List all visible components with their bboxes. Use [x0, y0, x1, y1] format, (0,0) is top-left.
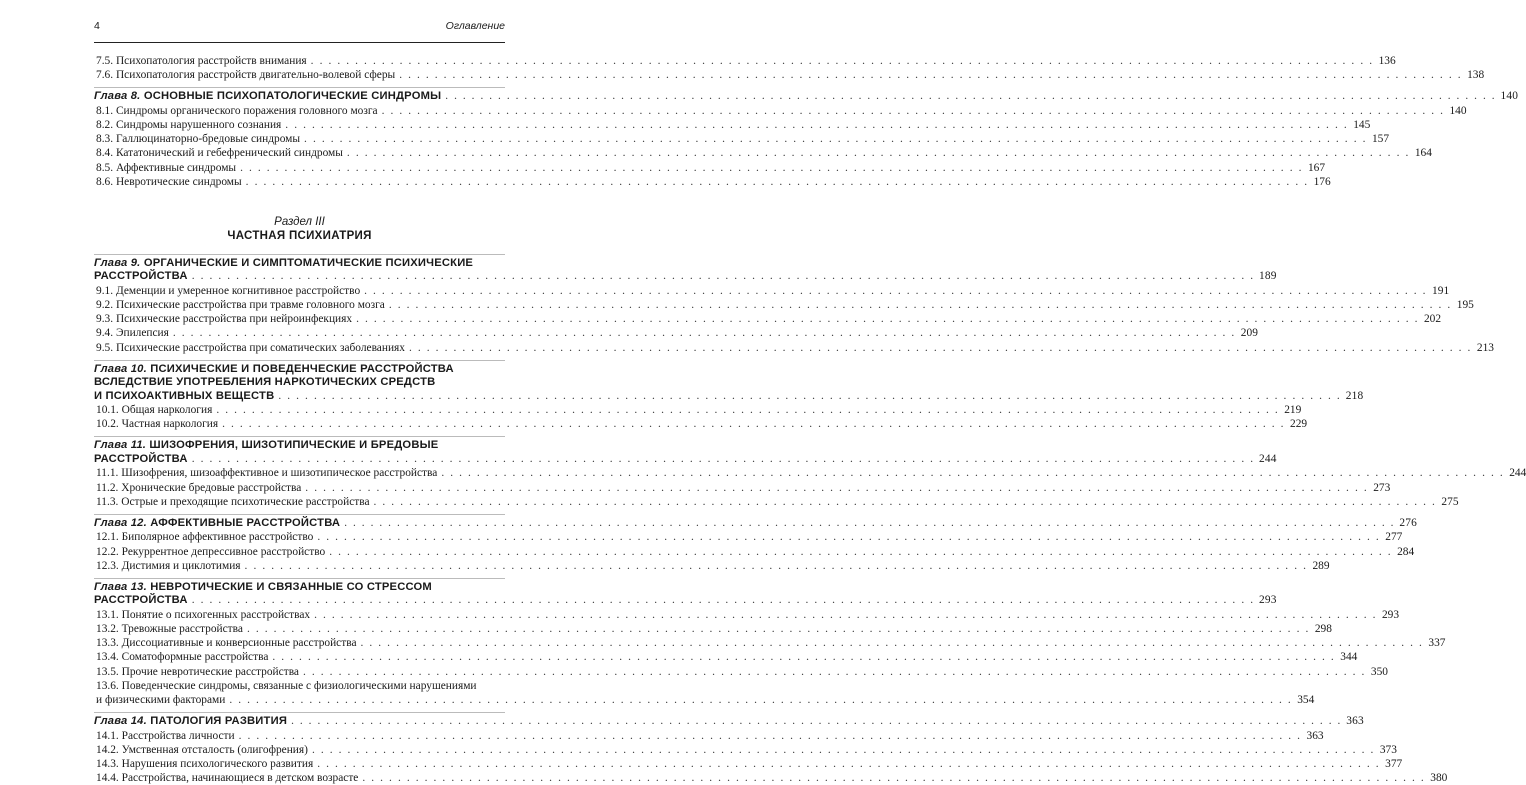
- entry-title: Кататонический и гебефренический синдромы: [115, 147, 343, 160]
- entry-number: 8.2.: [96, 119, 114, 132]
- chapter-14-heading[interactable]: [94, 715, 1364, 728]
- entry-page: 363: [1306, 729, 1324, 742]
- entry-page: 354: [1297, 693, 1315, 706]
- chapter-title: АФФЕКТИВНЫЕ РАССТРОЙСТВА: [150, 516, 341, 529]
- toc-entry[interactable]: [94, 636, 1446, 650]
- leader-dots: . . . . . . . . . . . . . . . . . . . . . . . . . . . . . . . . . . . . . . . . . . . . . . . . . . . . . . . . . . . . . . . . . . . . . . . . . . . . . . . . . . . . . . . . . . . . . . . . . . . . . . . . . . . . . . . . . . . . . . . .: [373, 495, 1437, 508]
- entry-number: 10.1.: [96, 404, 119, 417]
- chapter-page: 276: [1399, 516, 1418, 529]
- chapter-title-line: РАССТРОЙСТВА: [94, 452, 188, 465]
- leader-dots: . . . . . . . . . . . . . . . . . . . . . . . . . . . . . . . . . . . . . . . . . . . . . . . . . . . . . . . . . . . . . . . . . . . . . . . . . . . . . . . . . . . . . . . . . . . . . . . . . . . . . . . . . . . . . . . . . . . . . . . .: [291, 715, 1342, 728]
- chapter-title-line: РАССТРОЙСТВА: [94, 594, 188, 607]
- leader-dots: . . . . . . . . . . . . . . . . . . . . . . . . . . . . . . . . . . . . . . . . . . . . . . . . . . . . . . . . . . . . . . . . . . . . . . . . . . . . . . . . . . . . . . . . . . . . . . . . . . . . . . . . . . . . . . . . . . . . . . . .: [191, 594, 1255, 607]
- toc-entry[interactable]: [94, 417, 1308, 431]
- toc-entry[interactable]: [94, 132, 1390, 146]
- entry-number: 11.2.: [96, 481, 119, 494]
- entry-title-line: и физическими факторами: [96, 693, 226, 706]
- divider: [94, 514, 505, 515]
- entry-title-line: Поведенческие синдромы, связанные с физиологическими нарушениями: [121, 679, 477, 692]
- toc-entry[interactable]: [94, 161, 1326, 175]
- leader-dots: . . . . . . . . . . . . . . . . . . . . . . . . . . . . . . . . . . . . . . . . . . . . . . . . . . . . . . . . . . . . . . . . . . . . . . . . . . . . . . . . . . . . . . . . . . . . . . . . . . . . . . . . . . . . . . . . . . . . . . . .: [278, 389, 1342, 402]
- toc-entry[interactable]: [94, 530, 1403, 544]
- chapter-title-line: РАССТРОЙСТВА: [94, 270, 188, 283]
- chapter-label: Глава 13.: [94, 580, 147, 593]
- entry-number: 9.1.: [96, 284, 114, 297]
- leader-dots: . . . . . . . . . . . . . . . . . . . . . . . . . . . . . . . . . . . . . . . . . . . . . . . . . . . . . . . . . . . . . . . . . . . . . . . . . . . . . . . . . . . . . . . . . . . . . . . . . . . . . . . . . . . . . . . . . . . . . . . .: [222, 418, 1286, 431]
- leader-dots: . . . . . . . . . . . . . . . . . . . . . . . . . . . . . . . . . . . . . . . . . . . . . . . . . . . . . . . . . . . . . . . . . . . . . . . . . . . . . . . . . . . . . . . . . . . . . . . . . . . . . . . . . . . . . . . . . . . . . . . .: [346, 147, 1410, 160]
- chapter-label: Глава 11.: [94, 439, 147, 452]
- entry-page: 373: [1379, 743, 1397, 756]
- entry-title: Синдромы органического поражения головного мозга: [115, 104, 378, 117]
- entry-number: 11.1.: [96, 467, 119, 480]
- toc-entry-7-6[interactable]: [94, 68, 1485, 82]
- leader-dots: . . . . . . . . . . . . . . . . . . . . . . . . . . . . . . . . . . . . . . . . . . . . . . . . . . . . . . . . . . . . . . . . . . . . . . . . . . . . . . . . . . . . . . . . . . . . . . . . . . . . . . . . . . . . . . . . . . . . . . . .: [310, 55, 1374, 67]
- chapter-page: 218: [1345, 389, 1364, 402]
- entry-title: Хронические бредовые расстройства: [121, 481, 302, 494]
- chapter-label: Глава 10.: [94, 362, 147, 375]
- entry-title: Умственная отсталость (олигофрения): [121, 743, 308, 756]
- entry-number: 8.3.: [96, 133, 114, 146]
- leader-dots: . . . . . . . . . . . . . . . . . . . . . . . . . . . . . . . . . . . . . . . . . . . . . . . . . . . . . . . . . . . . . . . . . . . . . . . . . . . . . . . . . . . . . . . . . . . . . . . . . . . . . . . . . . . . . . . . . . . . . . . .: [362, 772, 1426, 785]
- entry-page: 298: [1314, 622, 1332, 635]
- entry-page: 176: [1313, 175, 1331, 188]
- toc-entry[interactable]: [94, 298, 1474, 312]
- chapter-9-entries: [94, 284, 1494, 355]
- entry-number: 13.3.: [96, 637, 119, 650]
- chapter-12-entries: [94, 530, 1415, 573]
- chapter-13-heading[interactable]: [94, 580, 1277, 608]
- leader-dots: . . . . . . . . . . . . . . . . . . . . . . . . . . . . . . . . . . . . . . . . . . . . . . . . . . . . . . . . . . . . . . . . . . . . . . . . . . . . . . . . . . . . . . . . . . . . . . . . . . . . . . . . . . . . . . . . . . . . . . . .: [240, 161, 1304, 174]
- entry-number: 13.6.: [96, 679, 119, 692]
- leader-dots: . . . . . . . . . . . . . . . . . . . . . . . . . . . . . . . . . . . . . . . . . . . . . . . . . . . . . . . . . . . . . . . . . . . . . . . . . . . . . . . . . . . . . . . . . . . . . . . . . . . . . . . . . . . . . . . . . . . . . . . .: [191, 270, 1255, 283]
- toc-entry[interactable]: [94, 175, 1331, 189]
- entry-number: 13.5.: [96, 665, 119, 678]
- toc-entry[interactable]: [94, 312, 1442, 326]
- section-heading: [94, 215, 505, 244]
- toc-entry[interactable]: [94, 284, 1450, 298]
- entry-title: Соматоформные расстройства: [121, 651, 269, 664]
- toc-entry[interactable]: [94, 743, 1397, 757]
- running-title: Оглавление: [445, 20, 505, 32]
- entry-title: Психические расстройства при соматических заболеваниях: [115, 341, 405, 354]
- toc-entry[interactable]: [94, 326, 1258, 340]
- toc-entry[interactable]: [94, 146, 1432, 160]
- leader-dots: . . . . . . . . . . . . . . . . . . . . . . . . . . . . . . . . . . . . . . . . . . . . . . . . . . . . . . . . . . . . . . . . . . . . . . . . . . . . . . . . . . . . . . . . . . . . . . . . . . . . . . . . . . . . . . . . . . . . . . . .: [399, 69, 1463, 82]
- entry-title: Острые и преходящие психотические расстройства: [121, 495, 370, 508]
- chapter-label: Глава 9.: [94, 257, 141, 270]
- chapter-title-line: ВСЛЕДСТВИЕ УПОТРЕБЛЕНИЯ НАРКОТИЧЕСКИХ СРЕДСТВ: [94, 376, 436, 389]
- entry-number: 9.5.: [96, 341, 114, 354]
- entry-title: Понятие о психогенных расстройствах: [121, 608, 311, 621]
- entry-page: 284: [1397, 545, 1415, 558]
- leader-dots: . . . . . . . . . . . . . . . . . . . . . . . . . . . . . . . . . . . . . . . . . . . . . . . . . . . . . . . . . . . . . . . . . . . . . . . . . . . . . . . . . . . . . . . . . . . . . . . . . . . . . . . . . . . . . . . . . . . . . . . .: [229, 693, 1293, 706]
- toc-entry[interactable]: [94, 341, 1494, 355]
- toc-entry[interactable]: [94, 545, 1415, 559]
- toc-entry[interactable]: [94, 665, 1388, 679]
- leader-dots: . . . . . . . . . . . . . . . . . . . . . . . . . . . . . . . . . . . . . . . . . . . . . . . . . . . . . . . . . . . . . . . . . . . . . . . . . . . . . . . . . . . . . . . . . . . . . . . . . . . . . . . . . . . . . . . . . . . . . . . .: [304, 133, 1368, 146]
- chapter-14-entries: [94, 729, 1448, 785]
- chapter-8-heading[interactable]: [94, 90, 1519, 103]
- chapter-page: 293: [1259, 594, 1277, 607]
- entry-number: 12.3.: [96, 559, 119, 572]
- divider: [94, 436, 505, 437]
- toc-entry[interactable]: [94, 466, 1526, 480]
- entry-title: Тревожные расстройства: [121, 622, 243, 635]
- chapter-page: 244: [1259, 452, 1277, 465]
- chapter-label: Глава 14.: [94, 715, 147, 728]
- leader-dots: . . . . . . . . . . . . . . . . . . . . . . . . . . . . . . . . . . . . . . . . . . . . . . . . . . . . . . . . . . . . . . . . . . . . . . . . . . . . . . . . . . . . . . . . . . . . . . . . . . . . . . . . . . . . . . . . . . . . . . . .: [317, 531, 1381, 544]
- leader-dots: . . . . . . . . . . . . . . . . . . . . . . . . . . . . . . . . . . . . . . . . . . . . . . . . . . . . . . . . . . . . . . . . . . . . . . . . . . . . . . . . . . . . . . . . . . . . . . . . . . . . . . . . . . . . . . . . . . . . . . . .: [441, 467, 1505, 480]
- entry-number: 7.5.: [96, 55, 114, 67]
- entry-title: Деменции и умеренное когнитивное расстройство: [115, 284, 361, 297]
- entry-title: Эпилепсия: [115, 327, 169, 340]
- divider: [94, 254, 505, 255]
- entry-number: 12.2.: [96, 545, 119, 558]
- divider: [94, 87, 505, 88]
- toc-entry-7-5[interactable]: [94, 54, 1396, 68]
- entry-title: Рекуррентное депрессивное расстройство: [121, 545, 326, 558]
- chapter-13-entries: [94, 608, 1446, 679]
- leader-dots: . . . . . . . . . . . . . . . . . . . . . . . . . . . . . . . . . . . . . . . . . . . . . . . . . . . . . . . . . . . . . . . . . . . . . . . . . . . . . . . . . . . . . . . . . . . . . . . . . . . . . . . . . . . . . . . . . . . . . . . .: [388, 299, 1452, 312]
- entry-number: 11.3.: [96, 495, 119, 508]
- entry-number: 12.1.: [96, 531, 119, 544]
- entry-title: Дистимия и циклотимия: [121, 559, 241, 572]
- entry-title: Аффективные синдромы: [115, 161, 237, 174]
- chapter-10-entries: [94, 403, 1308, 431]
- entry-number: 7.6.: [96, 69, 114, 82]
- leader-dots: . . . . . . . . . . . . . . . . . . . . . . . . . . . . . . . . . . . . . . . . . . . . . . . . . . . . . . . . . . . . . . . . . . . . . . . . . . . . . . . . . . . . . . . . . . . . . . . . . . . . . . . . . . . . . . . . . . . . . . . .: [409, 341, 1472, 354]
- leader-dots: . . . . . . . . . . . . . . . . . . . . . . . . . . . . . . . . . . . . . . . . . . . . . . . . . . . . . . . . . . . . . . . . . . . . . . . . . . . . . . . . . . . . . . . . . . . . . . . . . . . . . . . . . . . . . . . . . . . . . . . .: [302, 665, 1366, 678]
- entry-title: Синдромы нарушенного сознания: [115, 119, 282, 132]
- chapter-label: Глава 8.: [94, 90, 141, 103]
- leader-dots: . . . . . . . . . . . . . . . . . . . . . . . . . . . . . . . . . . . . . . . . . . . . . . . . . . . . . . . . . . . . . . . . . . . . . . . . . . . . . . . . . . . . . . . . . . . . . . . . . . . . . . . . . . . . . . . . . . . . . . . .: [172, 327, 1236, 340]
- running-head: [94, 18, 505, 43]
- toc-entry[interactable]: [94, 495, 1459, 509]
- leader-dots: . . . . . . . . . . . . . . . . . . . . . . . . . . . . . . . . . . . . . . . . . . . . . . . . . . . . . . . . . . . . . . . . . . . . . . . . . . . . . . . . . . . . . . . . . . . . . . . . . . . . . . . . . . . . . . . . . . . . . . . .: [356, 313, 1420, 326]
- toc-entry[interactable]: [94, 608, 1400, 622]
- leader-dots: . . . . . . . . . . . . . . . . . . . . . . . . . . . . . . . . . . . . . . . . . . . . . . . . . . . . . . . . . . . . . . . . . . . . . . . . . . . . . . . . . . . . . . . . . . . . . . . . . . . . . . . . . . . . . . . . . . . . . . . .: [238, 729, 1302, 742]
- table-of-contents: [94, 54, 1526, 785]
- leader-dots: . . . . . . . . . . . . . . . . . . . . . . . . . . . . . . . . . . . . . . . . . . . . . . . . . . . . . . . . . . . . . . . . . . . . . . . . . . . . . . . . . . . . . . . . . . . . . . . . . . . . . . . . . . . . . . . . . . . . . . . .: [314, 608, 1378, 621]
- entry-page: 167: [1307, 161, 1326, 174]
- entry-number: 9.4.: [96, 327, 114, 340]
- chapter-12-heading[interactable]: [94, 516, 1418, 530]
- entry-title: Расстройства личности: [121, 729, 235, 742]
- leader-dots: . . . . . . . . . . . . . . . . . . . . . . . . . . . . . . . . . . . . . . . . . . . . . . . . . . . . . . . . . . . . . . . . . . . . . . . . . . . . . . . . . . . . . . . . . . . . . . . . . . . . . . . . . . . . . . . . . . . . . . . .: [364, 284, 1428, 297]
- chapter-title-line: ОРГАНИЧЕСКИЕ И СИМПТОМАТИЧЕСКИЕ ПСИХИЧЕСКИЕ: [143, 257, 474, 270]
- toc-entry[interactable]: [94, 481, 1391, 495]
- entry-page: 273: [1373, 481, 1391, 494]
- entry-page: 157: [1371, 133, 1390, 146]
- leader-dots: . . . . . . . . . . . . . . . . . . . . . . . . . . . . . . . . . . . . . . . . . . . . . . . . . . . . . . . . . . . . . . . . . . . . . . . . . . . . . . . . . . . . . . . . . . . . . . . . . . . . . . . . . . . . . . . . . . . . . . . .: [360, 637, 1424, 650]
- leader-dots: . . . . . . . . . . . . . . . . . . . . . . . . . . . . . . . . . . . . . . . . . . . . . . . . . . . . . . . . . . . . . . . . . . . . . . . . . . . . . . . . . . . . . . . . . . . . . . . . . . . . . . . . . . . . . . . . . . . . . . . .: [305, 481, 1369, 494]
- leader-dots: . . . . . . . . . . . . . . . . . . . . . . . . . . . . . . . . . . . . . . . . . . . . . . . . . . . . . . . . . . . . . . . . . . . . . . . . . . . . . . . . . . . . . . . . . . . . . . . . . . . . . . . . . . . . . . . . . . . . . . . .: [381, 104, 1445, 117]
- entry-title: Невротические синдромы: [115, 175, 242, 188]
- leader-dots: . . . . . . . . . . . . . . . . . . . . . . . . . . . . . . . . . . . . . . . . . . . . . . . . . . . . . . . . . . . . . . . . . . . . . . . . . . . . . . . . . . . . . . . . . . . . . . . . . . . . . . . . . . . . . . . . . . . . . . . .: [272, 651, 1336, 664]
- entry-title: Диссоциативные и конверсионные расстройства: [121, 637, 357, 650]
- toc-entry[interactable]: [94, 729, 1324, 743]
- toc-entry[interactable]: [94, 771, 1448, 785]
- entry-page: 277: [1385, 531, 1403, 544]
- entry-page: 140: [1449, 104, 1467, 117]
- chapter-page: 140: [1500, 90, 1519, 103]
- entry-number: 8.6.: [96, 175, 114, 188]
- entry-number: 13.4.: [96, 651, 119, 664]
- chapter-title: ОСНОВНЫЕ ПСИХОПАТОЛОГИЧЕСКИЕ СИНДРОМЫ: [143, 90, 442, 103]
- page-number: 4: [94, 20, 100, 32]
- entry-page: 164: [1414, 147, 1432, 160]
- divider: [94, 360, 505, 361]
- entry-page: 209: [1240, 327, 1258, 340]
- chapter-page: 363: [1346, 715, 1364, 728]
- divider: [94, 578, 505, 579]
- divider: [94, 712, 505, 713]
- toc-entry[interactable]: [94, 622, 1332, 636]
- leader-dots: . . . . . . . . . . . . . . . . . . . . . . . . . . . . . . . . . . . . . . . . . . . . . . . . . . . . . . . . . . . . . . . . . . . . . . . . . . . . . . . . . . . . . . . . . . . . . . . . . . . . . . . . . . . . . . . . . . . . . . . .: [311, 743, 1375, 756]
- chapter-9-heading[interactable]: [94, 257, 1277, 284]
- chapter-11-entries: [94, 466, 1526, 509]
- entry-title: Расстройства, начинающиеся в детском возрасте: [121, 772, 359, 785]
- entry-page: 337: [1428, 637, 1446, 650]
- entry-page: 350: [1370, 665, 1388, 678]
- leader-dots: . . . . . . . . . . . . . . . . . . . . . . . . . . . . . . . . . . . . . . . . . . . . . . . . . . . . . . . . . . . . . . . . . . . . . . . . . . . . . . . . . . . . . . . . . . . . . . . . . . . . . . . . . . . . . . . . . . . . . . . .: [191, 452, 1255, 465]
- leader-dots: . . . . . . . . . . . . . . . . . . . . . . . . . . . . . . . . . . . . . . . . . . . . . . . . . . . . . . . . . . . . . . . . . . . . . . . . . . . . . . . . . . . . . . . . . . . . . . . . . . . . . . . . . . . . . . . . . . . . . . . .: [244, 559, 1308, 572]
- leader-dots: . . . . . . . . . . . . . . . . . . . . . . . . . . . . . . . . . . . . . . . . . . . . . . . . . . . . . . . . . . . . . . . . . . . . . . . . . . . . . . . . . . . . . . . . . . . . . . . . . . . . . . . . . . . . . . . . . . . . . . . .: [445, 90, 1497, 103]
- entry-page: 213: [1476, 341, 1494, 354]
- entry-page: 377: [1385, 757, 1403, 770]
- entry-title: Биполярное аффективное расстройство: [121, 531, 314, 544]
- entry-page: 219: [1284, 404, 1302, 417]
- chapter-title: ПАТОЛОГИЯ РАЗВИТИЯ: [150, 715, 288, 728]
- entry-title: Психопатология расстройств внимания: [115, 55, 307, 67]
- leader-dots: . . . . . . . . . . . . . . . . . . . . . . . . . . . . . . . . . . . . . . . . . . . . . . . . . . . . . . . . . . . . . . . . . . . . . . . . . . . . . . . . . . . . . . . . . . . . . . . . . . . . . . . . . . . . . . . . . . . . . . . .: [329, 545, 1393, 558]
- entry-number: 8.4.: [96, 147, 114, 160]
- entry-number: 14.3.: [96, 757, 119, 770]
- entry-title: Прочие невротические расстройства: [121, 665, 299, 678]
- toc-entry[interactable]: [94, 403, 1302, 417]
- leader-dots: . . . . . . . . . . . . . . . . . . . . . . . . . . . . . . . . . . . . . . . . . . . . . . . . . . . . . . . . . . . . . . . . . . . . . . . . . . . . . . . . . . . . . . . . . . . . . . . . . . . . . . . . . . . . . . . . . . . . . . . .: [344, 516, 1396, 529]
- chapter-11-heading[interactable]: [94, 439, 1277, 466]
- entry-number: 14.2.: [96, 743, 119, 756]
- entry-page: 275: [1441, 495, 1459, 508]
- chapter-title-line: ПСИХИЧЕСКИЕ И ПОВЕДЕНЧЕСКИЕ РАССТРОЙСТВА: [150, 362, 454, 375]
- toc-entry[interactable]: [94, 104, 1467, 118]
- leader-dots: . . . . . . . . . . . . . . . . . . . . . . . . . . . . . . . . . . . . . . . . . . . . . . . . . . . . . . . . . . . . . . . . . . . . . . . . . . . . . . . . . . . . . . . . . . . . . . . . . . . . . . . . . . . . . . . . . . . . . . . .: [216, 404, 1280, 417]
- entry-number: 8.1.: [96, 104, 114, 117]
- entry-number: 9.3.: [96, 313, 114, 326]
- entry-page: 195: [1456, 299, 1474, 312]
- entry-page: 380: [1430, 772, 1448, 785]
- entry-page: 229: [1290, 418, 1308, 431]
- leader-dots: . . . . . . . . . . . . . . . . . . . . . . . . . . . . . . . . . . . . . . . . . . . . . . . . . . . . . . . . . . . . . . . . . . . . . . . . . . . . . . . . . . . . . . . . . . . . . . . . . . . . . . . . . . . . . . . . . . . . . . . .: [246, 622, 1310, 635]
- entry-page: 191: [1432, 284, 1450, 297]
- section-label: Раздел III: [274, 216, 325, 229]
- entry-page: 344: [1340, 651, 1358, 664]
- chapter-page: 189: [1259, 270, 1277, 283]
- toc-entry[interactable]: [94, 559, 1330, 573]
- entry-title: Психопатология расстройств двигательно-волевой сферы: [115, 69, 396, 82]
- leader-dots: . . . . . . . . . . . . . . . . . . . . . . . . . . . . . . . . . . . . . . . . . . . . . . . . . . . . . . . . . . . . . . . . . . . . . . . . . . . . . . . . . . . . . . . . . . . . . . . . . . . . . . . . . . . . . . . . . . . . . . . .: [245, 175, 1309, 188]
- entry-title: Нарушения психологического развития: [121, 757, 314, 770]
- chapter-title-line: ШИЗОФРЕНИЯ, ШИЗОТИПИЧЕСКИЕ И БРЕДОВЫЕ: [149, 439, 439, 452]
- entry-number: 14.1.: [96, 729, 119, 742]
- entry-title: Психические расстройства при нейроинфекциях: [115, 313, 353, 326]
- entry-number: 9.2.: [96, 299, 114, 312]
- entry-title: Общая наркология: [121, 404, 213, 417]
- toc-entry[interactable]: [94, 757, 1403, 771]
- entry-number: 8.5.: [96, 161, 114, 174]
- chapter-title-line: И ПСИХОАКТИВНЫХ ВЕЩЕСТВ: [94, 389, 275, 402]
- entry-page: 202: [1423, 313, 1442, 326]
- entry-page: 138: [1467, 69, 1485, 82]
- entry-page: 244: [1509, 467, 1526, 480]
- chapter-title-line: НЕВРОТИЧЕСКИЕ И СВЯЗАННЫЕ СО СТРЕССОМ: [150, 580, 432, 593]
- chapter-label: Глава 12.: [94, 516, 147, 529]
- chapter-10-heading[interactable]: [94, 362, 1364, 403]
- entry-number: 13.2.: [96, 622, 119, 635]
- toc-entry[interactable]: [94, 118, 1371, 132]
- entry-title: Шизофрения, шизоаффективное и шизотипическое расстройства: [121, 467, 438, 480]
- section-title: ЧАСТНАЯ ПСИХИАТРИЯ: [227, 230, 372, 243]
- entry-page: 145: [1353, 119, 1371, 132]
- entry-title: Частная наркология: [121, 418, 219, 431]
- leader-dots: . . . . . . . . . . . . . . . . . . . . . . . . . . . . . . . . . . . . . . . . . . . . . . . . . . . . . . . . . . . . . . . . . . . . . . . . . . . . . . . . . . . . . . . . . . . . . . . . . . . . . . . . . . . . . . . . . . . . . . . .: [285, 119, 1349, 132]
- entry-page: 293: [1381, 608, 1400, 621]
- entry-number: 13.1.: [96, 608, 119, 621]
- entry-page: 136: [1378, 55, 1396, 67]
- entry-title: Галлюцинаторно-бредовые синдромы: [115, 133, 301, 146]
- toc-entry-13-6[interactable]: [94, 679, 1315, 707]
- entry-number: 10.2.: [96, 418, 119, 431]
- chapter-8-entries: [94, 104, 1467, 189]
- toc-entry[interactable]: [94, 650, 1358, 664]
- entry-title: Психические расстройства при травме головного мозга: [115, 299, 385, 312]
- entry-number: 14.4.: [96, 772, 119, 785]
- leader-dots: . . . . . . . . . . . . . . . . . . . . . . . . . . . . . . . . . . . . . . . . . . . . . . . . . . . . . . . . . . . . . . . . . . . . . . . . . . . . . . . . . . . . . . . . . . . . . . . . . . . . . . . . . . . . . . . . . . . . . . . .: [317, 757, 1381, 770]
- entry-page: 289: [1312, 559, 1330, 572]
